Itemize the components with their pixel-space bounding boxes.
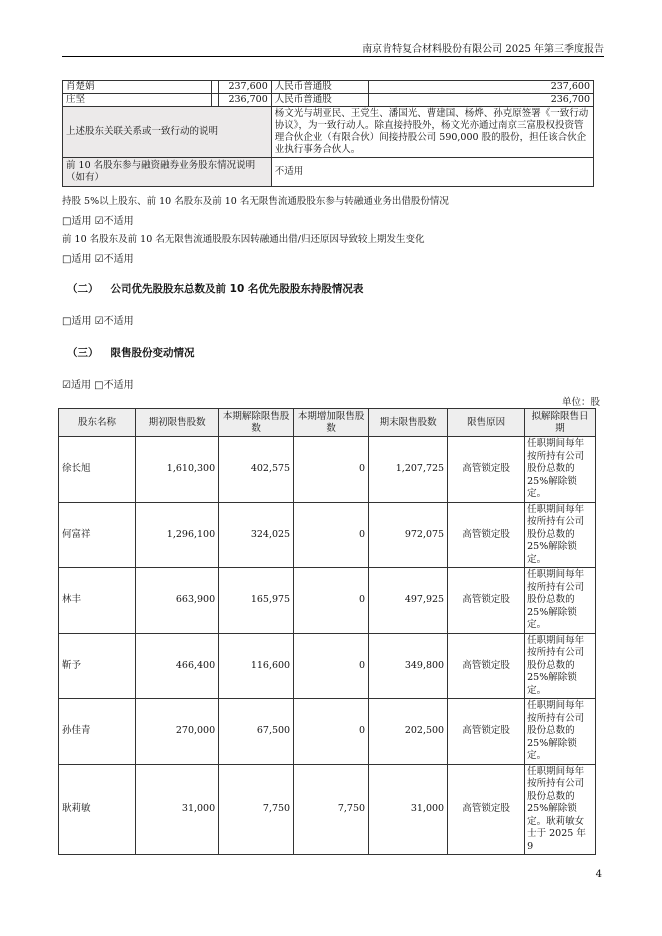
shareholder-table xyxy=(62,80,594,187)
start-shares: 466,400 xyxy=(136,633,219,699)
relation-label: 上述股东关联关系或一致行动的说明 xyxy=(63,107,272,158)
released-shares: 324,025 xyxy=(219,502,294,568)
shareholder-name: 肖楚娟 xyxy=(63,81,212,94)
share-count: 236,700 xyxy=(368,94,593,107)
shareholder-name: 庄坚 xyxy=(63,94,212,107)
start-shares: 270,000 xyxy=(136,699,219,765)
holder-name: 耿莉敏 xyxy=(59,764,136,855)
end-shares: 31,000 xyxy=(369,764,448,855)
table-row xyxy=(63,158,594,187)
section-2-options: □适用 ☑不适用 xyxy=(62,316,134,327)
table-header-row xyxy=(59,409,596,437)
col-header: 拟解除限售日期 xyxy=(525,409,596,437)
col-header: 本期增加限售股数 xyxy=(294,409,369,437)
col-header: 期末限售股数 xyxy=(369,409,448,437)
margin-label: 前 10 名股东参与融资融券业务股东情况说明（如有） xyxy=(63,158,272,187)
section-title: 公司优先股股东总数及前 10 名优先股股东持股情况表 xyxy=(110,283,364,295)
section-2-heading xyxy=(67,281,363,296)
shares-held: 237,600 xyxy=(219,81,272,94)
holder-name: 孙佳青 xyxy=(59,699,136,765)
end-shares: 972,075 xyxy=(369,502,448,568)
section-number: （二） xyxy=(67,283,99,295)
holder-name: 靳予 xyxy=(59,633,136,699)
table-row xyxy=(63,81,594,94)
release-date-note: 任职期间每年按所持有公司股份总数的25%解除锁定。 xyxy=(525,699,596,765)
end-shares: 497,925 xyxy=(369,568,448,634)
end-shares: 202,500 xyxy=(369,699,448,765)
shares-held: 236,700 xyxy=(219,94,272,107)
restriction-reason: 高管锁定股 xyxy=(448,764,525,855)
released-shares: 116,600 xyxy=(219,633,294,699)
holder-name: 徐长旭 xyxy=(59,437,136,503)
section-3-options: ☑适用 □不适用 xyxy=(62,380,134,391)
header-divider xyxy=(62,56,604,57)
section-title: 限售股份变动情况 xyxy=(110,347,195,359)
holder-name: 何富祥 xyxy=(59,502,136,568)
report-header: 南京肯特复合材料股份有限公司 2025 年第三季度报告 xyxy=(362,44,604,55)
added-shares: 0 xyxy=(294,699,369,765)
section-number: （三） xyxy=(67,347,99,359)
margin-value: 不适用 xyxy=(271,158,593,187)
released-shares: 67,500 xyxy=(219,699,294,765)
col-header: 限售原因 xyxy=(448,409,525,437)
table-row xyxy=(59,568,596,634)
change-text: 前 10 名股东及前 10 名无限售流通股股东因转融通出借/归还原因导致较上期发生变化 xyxy=(62,234,425,245)
unit-label: 单位：股 xyxy=(561,397,600,408)
table-row xyxy=(59,502,596,568)
end-shares: 1,207,725 xyxy=(369,437,448,503)
restriction-reason: 高管锁定股 xyxy=(448,699,525,765)
relation-text: 杨文光与胡亚民、王党生、潘国光、曹建国、杨烨、孙克原签署《一致行动协议》，为一致行动人。除直接持股外，杨文光亦通过南京三富股权投资管理合伙企业（有限合伙）间接持股公司 590,000 股的股份，担任该合伙企业执行事务合伙人。 xyxy=(271,107,593,158)
release-date-note: 任职期间每年按所持有公司股份总数的25%解除锁定。 xyxy=(525,437,596,503)
released-shares: 7,750 xyxy=(219,764,294,855)
restriction-reason: 高管锁定股 xyxy=(448,568,525,634)
added-shares: 0 xyxy=(294,633,369,699)
released-shares: 165,975 xyxy=(219,568,294,634)
col-header: 期初限售股数 xyxy=(136,409,219,437)
start-shares: 31,000 xyxy=(136,764,219,855)
release-date-note: 任职期间每年按所持有公司股份总数的25%解除锁定。 xyxy=(525,633,596,699)
release-date-note: 任职期间每年按所持有公司股份总数的25%解除锁定。 xyxy=(525,502,596,568)
table-row xyxy=(63,94,594,107)
restricted-shares-table xyxy=(58,408,596,855)
released-shares: 402,575 xyxy=(219,437,294,503)
added-shares: 0 xyxy=(294,568,369,634)
section-3-heading xyxy=(67,345,195,360)
change-options: □适用 ☑不适用 xyxy=(62,254,134,265)
table-row xyxy=(59,437,596,503)
added-shares: 7,750 xyxy=(294,764,369,855)
release-date-note: 任职期间每年按所持有公司股份总数的25%解除锁定。耿莉敏女士于 2025 年 9 xyxy=(525,764,596,855)
restriction-reason: 高管锁定股 xyxy=(448,633,525,699)
lending-text: 持股 5%以上股东、前 10 名股东及前 10 名无限售流通股股东参与转融通业务出借股份情况 xyxy=(62,196,449,207)
table-row xyxy=(63,107,594,158)
share-class: 人民币普通股 xyxy=(271,94,368,107)
col-header: 股东名称 xyxy=(59,409,136,437)
release-date-note: 任职期间每年按所持有公司股份总数的25%解除锁定。 xyxy=(525,568,596,634)
holder-name: 林丰 xyxy=(59,568,136,634)
end-shares: 349,800 xyxy=(369,633,448,699)
start-shares: 663,900 xyxy=(136,568,219,634)
table-row xyxy=(59,699,596,765)
page-number: 4 xyxy=(595,869,602,880)
added-shares: 0 xyxy=(294,437,369,503)
start-shares: 1,296,100 xyxy=(136,502,219,568)
start-shares: 1,610,300 xyxy=(136,437,219,503)
restriction-reason: 高管锁定股 xyxy=(448,437,525,503)
col-header: 本期解除限售股数 xyxy=(219,409,294,437)
share-count: 237,600 xyxy=(368,81,593,94)
restriction-reason: 高管锁定股 xyxy=(448,502,525,568)
lending-options: □适用 ☑不适用 xyxy=(62,216,134,227)
table-row xyxy=(59,764,596,855)
added-shares: 0 xyxy=(294,502,369,568)
table-row xyxy=(59,633,596,699)
share-class: 人民币普通股 xyxy=(271,81,368,94)
